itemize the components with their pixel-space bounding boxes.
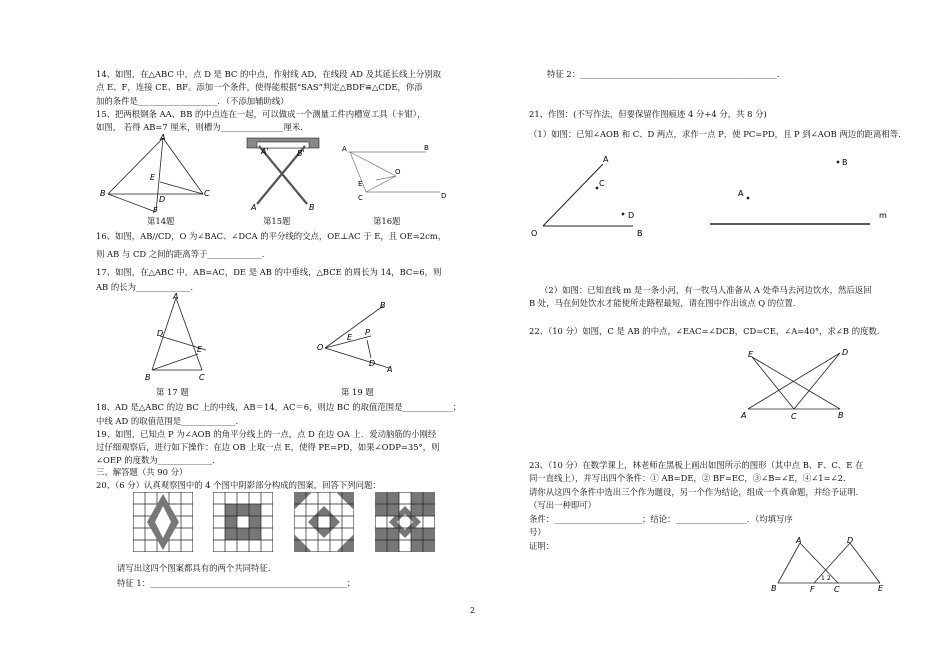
f19-label-p: P	[365, 328, 370, 337]
f21a-label-a: A	[603, 155, 609, 164]
q23-line2: 同一直线上），并写出四个条件：① AB=DE，② BF=EC，③∠B=∠E，④∠1=∠2.	[529, 473, 846, 483]
f23-label-d: D	[847, 536, 854, 545]
f23-label-b: B	[771, 584, 777, 593]
f16-label-e: E	[358, 180, 363, 188]
q21-line3: （2）如图：已知直线 m 是一条小河，有一牧马人准备从 A 处牵马去河边饮水，然后返回	[540, 285, 872, 295]
f16-label-c: C	[358, 194, 363, 202]
f21b-label-m: m	[879, 211, 887, 220]
f14-label-e: E	[150, 173, 156, 182]
figure-21-part2	[700, 148, 900, 238]
q20-line1: 20、（6 分）认真观察图中的 4 个图中阴影部分构成的图案，回答下列问题：	[96, 480, 381, 490]
f16-label-o: O	[395, 168, 401, 176]
f23-label-f: F	[810, 585, 815, 594]
f17-label-d: D	[157, 329, 164, 338]
figure-20-pattern-2	[213, 492, 273, 552]
f15-label-b-prime: B'	[297, 149, 305, 158]
q19-line1: 19、如图，已知点 P 为∠AOB 的角平分线上的一点，点 D 在边 OA 上．爱动脑筋的小刚经	[96, 429, 437, 439]
f21a-label-o: O	[531, 229, 538, 238]
f22-label-a: A	[741, 411, 747, 420]
f23-label-e: E	[878, 584, 884, 593]
section-3-heading: 三、解答题（共 90 分）	[96, 467, 188, 477]
caption-q16: 第16题	[373, 216, 401, 226]
page-number: 2	[470, 606, 476, 615]
figure-17	[140, 292, 220, 382]
f14-label-f: F	[153, 206, 158, 214]
q15-line1: 15、把两根钢条 AA、BB 的中点连在一起，可以做成一个测量工件内槽宽工具（卡钳），	[96, 109, 426, 119]
f23-label-2: 2	[827, 575, 831, 582]
q18-line2: 中线 AD 的取值范围是_____________.	[96, 416, 239, 426]
q19-line3: ∠OEP 的度数为_____________.	[96, 455, 215, 465]
q20-feature2: 特征 2：_______________________________________________.	[547, 69, 780, 79]
q23-line1: 23、（10 分）在数学课上，林老师在黑板上画出如图所示的图形（其中点 B、F、C、E 在	[529, 460, 864, 470]
f22-label-b: B	[838, 411, 844, 420]
q21-line2: （1）如图：已知∠AOB 和 C、D 两点，求作一点 P，使 PC=PD，且 P 到∠AOB 两边的距离相等.	[529, 129, 901, 139]
f15-label-a-prime: A'	[261, 147, 269, 156]
q16-line1: 16、如图，AB//CD，O 为∠BAC、∠DCA 的平分线的交点，OE⊥AC 于 E，且 OE=2cm，	[96, 231, 447, 241]
figure-14	[98, 134, 218, 214]
f14-label-a: A	[160, 134, 166, 142]
q15-line2: 如图， 若得 AB=7 厘米，则槽为_______________厘米.	[96, 122, 303, 132]
caption-q15: 第15题	[263, 216, 291, 226]
f22-label-e: E	[748, 350, 754, 359]
f16-label-a: A	[342, 145, 347, 153]
f19-label-o: O	[317, 343, 324, 352]
f23-label-c: C	[834, 585, 840, 594]
q18-line1: 18、AD 是△ABC 的边 BC 上的中线，AB＝14，AC＝6，则边 BC 的取值范围是____________；	[96, 402, 462, 412]
f19-label-a: A	[387, 365, 393, 374]
caption-q17: 第 17 题	[156, 387, 189, 397]
f21a-label-c: C	[599, 179, 605, 188]
q20-feature1: 特征 1：_______________________________________________；	[117, 578, 356, 588]
q21-line4: B 处，马在何处饮水才能使所走路程最短，请在图中作出该点 Q 的位置.	[529, 298, 796, 308]
q23-line3: 请你从这四个条件中选出三个作为题设，另一个作为结论，组成一个真命题，并给予证明.	[529, 487, 859, 497]
f17-label-c: C	[199, 373, 205, 382]
q20-line2: 请写出这四个图案都具有的两个共同特征.	[117, 563, 271, 573]
figure-15	[243, 136, 323, 212]
f22-label-c: C	[791, 412, 797, 421]
caption-q14: 第14题	[147, 216, 175, 226]
q16-line2: 则 AB 与 CD 之间的距离等于_____________.	[96, 249, 265, 259]
f14-label-b: B	[100, 189, 106, 198]
f21b-label-b: B	[842, 158, 848, 167]
f19-label-b: B	[380, 301, 386, 310]
q23-line7: 证明：	[529, 541, 555, 551]
figure-22	[740, 345, 855, 421]
q23-line6: 号）	[529, 527, 546, 537]
q14-line2: 点 E、F，连接 CE、BF。添加一个条件，使得能根据“SAS”判定△BDF≌△CDE，你添	[96, 82, 423, 92]
f15-label-a: A	[251, 203, 257, 212]
f17-label-b: B	[145, 373, 151, 382]
figure-20-pattern-3	[294, 492, 354, 552]
f21a-label-d: D	[628, 211, 635, 220]
f16-label-d: D	[441, 192, 447, 200]
q14-line1: 14、如图，在△ABC 中，点 D 是 BC 的中点，作射线 AD，在线段 AD 及其延长线上分别取	[96, 69, 441, 79]
q22-line1: 22、（10 分）如图，C 是 AB 的中点，∠EAC=∠DCB，CD=CE，∠A=40°，求∠B 的度数.	[529, 326, 880, 336]
f19-label-d: D	[369, 359, 376, 368]
q23-line5: 条件：_____________________；结论：_________________．（均填写序	[529, 514, 793, 524]
figure-16	[338, 140, 450, 210]
q14-line3: 加的条件是___________________．（不添加辅助线）	[96, 96, 289, 106]
q21-line1: 21、作图：(不写作法，但要保留作图痕迹 4 分+4 分，共 8 分)	[529, 109, 767, 119]
f21b-label-a: A	[738, 189, 744, 198]
q17-line2: AB 的长为_____________.	[96, 282, 194, 292]
f16-label-b: B	[424, 144, 429, 152]
figure-20-pattern-1	[133, 492, 193, 552]
figure-20-pattern-4	[375, 492, 435, 552]
caption-q19: 第 19 题	[341, 387, 374, 397]
q17-line1: 17、如图，在△ABC 中，AB=AC，DE 是 AB 的中垂线，△BCE 的周长为 14，BC=6，则	[96, 267, 442, 277]
f22-label-d: D	[842, 348, 849, 357]
f21a-label-b: B	[637, 229, 643, 238]
f15-label-b: B	[309, 203, 315, 212]
f19-label-e: E	[347, 333, 353, 342]
f14-label-d: D	[159, 195, 166, 204]
figure-21-part1	[529, 152, 659, 242]
q19-line2: 过仔细观察后，进行如下操作：在边 OB 上取一点 E，使得 PE=PD，如果∠ODP=35°，则	[96, 442, 440, 452]
figure-19	[315, 296, 405, 376]
f17-label-e: E	[197, 345, 203, 354]
figure-23	[768, 535, 890, 597]
f14-label-c: C	[204, 189, 210, 198]
f23-label-1: 1	[821, 575, 825, 582]
f17-label-a: A	[173, 292, 179, 301]
q23-line4: （写出一种即可）	[529, 500, 596, 510]
f23-label-a: A	[796, 536, 802, 545]
